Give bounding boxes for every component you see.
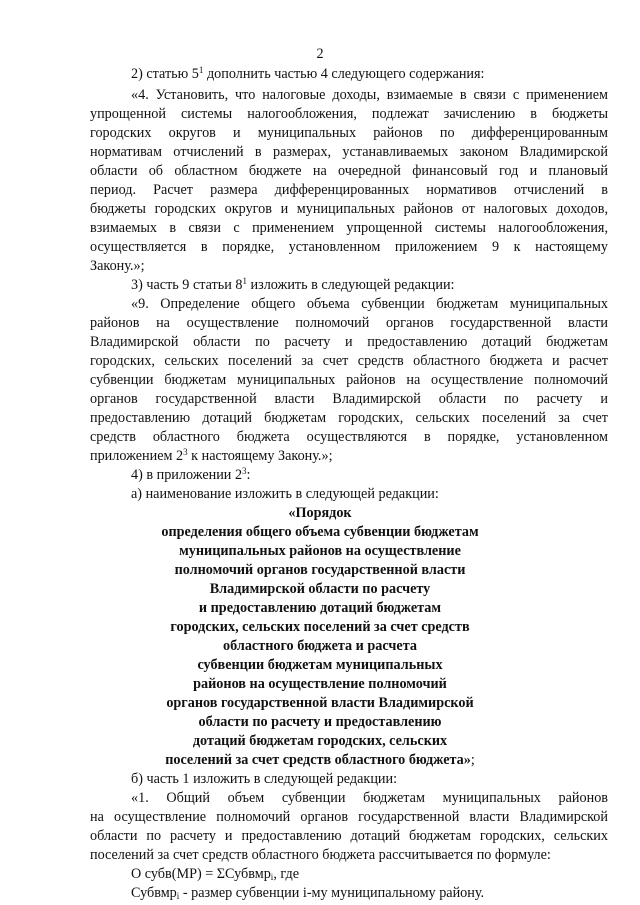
text-line: области по расчету и предоставлению дотаций бюджетам городских, сельских — [90, 828, 608, 844]
paragraph-title-change: а) наименование изложить в следующей редакции: — [131, 486, 439, 502]
text-line: субвенции бюджетам муниципальных районов на осуществление полномочий — [90, 372, 608, 388]
title-line: муниципальных районов на осуществление — [179, 543, 461, 559]
text-line: Закону.»; — [90, 258, 145, 274]
text-line: период. Расчет размера дифференцированных нормативов отчислений в — [90, 182, 608, 198]
text-line: предоставлению дотаций бюджетам городских, сельских поселений за счет — [90, 410, 608, 426]
paragraph-amend-appendix: 4) в приложении $2^3$: — [131, 466, 251, 483]
title-line: органов государственной власти Владимирской — [166, 695, 474, 711]
title-line: субвенции бюджетам муниципальных — [197, 657, 443, 673]
text-line: взимаемых в связи с применением упрощенной системы налогообложения, — [90, 220, 608, 236]
text-line: городских, сельских поселений за счет средств областного бюджета и расчет — [90, 353, 608, 369]
title-line: области по расчету и предоставлению — [198, 714, 442, 730]
title-line: «Порядок — [288, 505, 352, 521]
page-number: 2 — [316, 46, 324, 62]
text-line: «4. Установить, что налоговые доходы, взимаемые в связи с применением — [131, 87, 608, 103]
title-line: поселений за счет средств областного бюджета»; — [165, 752, 475, 768]
text-line: области об областном бюджете на очередной финансовый год и плановый — [90, 163, 608, 179]
text-line: средств областного бюджета осуществляются в порядке, установленном — [90, 429, 608, 445]
paragraph-amend-article-5-1: 2) статью $5^1$ дополнить частью 4 следующего содержания: — [131, 65, 485, 82]
text-line: «9. Определение общего объема субвенции бюджетам муниципальных — [131, 296, 608, 312]
paragraph-part-1-change: б) часть 1 изложить в следующей редакции: — [131, 771, 398, 787]
title-line: дотаций бюджетам городских, сельских — [192, 733, 448, 749]
text-line: на осуществление полномочий органов государственной власти Владимирской — [90, 809, 608, 825]
text-line: городских округов и муниципальных районов по дифференцированным — [90, 125, 608, 141]
text-line: Владимирской области по расчету и предоставлению дотаций бюджетам — [90, 334, 608, 350]
text-line: приложением $2^3$ к настоящему Закону.»; — [90, 447, 333, 464]
title-line: городских, сельских поселений за счет средств — [170, 619, 470, 635]
text-line: «1. Общий объем субвенции бюджетам муниципальных районов — [131, 790, 608, 806]
paragraph-amend-article-8-1: 3) часть 9 статьи $8^1$ изложить в следующей редакции: — [131, 276, 455, 293]
title-line: районов на осуществление полномочий — [193, 676, 447, 692]
text-line: поселений за счет средств областного бюджета рассчитывается по формуле: — [90, 847, 551, 863]
text-line: органов государственной власти Владимирской области по расчету и — [90, 391, 608, 407]
title-line: полномочий органов государственной власти — [174, 562, 466, 578]
text-line: упрощенной системы налогообложения, подлежат зачислению в бюджеты — [90, 106, 608, 122]
title-line: областного бюджета и расчета — [223, 638, 417, 654]
formula-definition: Субвмр$_i$ - размер субвенции i-му муниципальному району. — [131, 885, 485, 901]
text-line: районов на осуществление полномочий органов государственной власти — [90, 315, 608, 331]
text-line: осуществляется в порядке, установленном приложением 9 к настоящему — [90, 239, 608, 255]
title-line: определения общего объема субвенции бюджетам — [161, 524, 479, 540]
formula: О субв(МР) = ΣСубвмр$_i$, где — [131, 866, 300, 882]
text-line: нормативам отчислений в размерах, устанавливаемых законом Владимирской — [90, 144, 608, 160]
title-line: Владимирской области по расчету — [209, 581, 431, 597]
text-line: бюджеты городских округов и муниципальных районов от налоговых доходов, — [90, 201, 608, 217]
title-line: и предоставлению дотаций бюджетам — [198, 600, 442, 616]
